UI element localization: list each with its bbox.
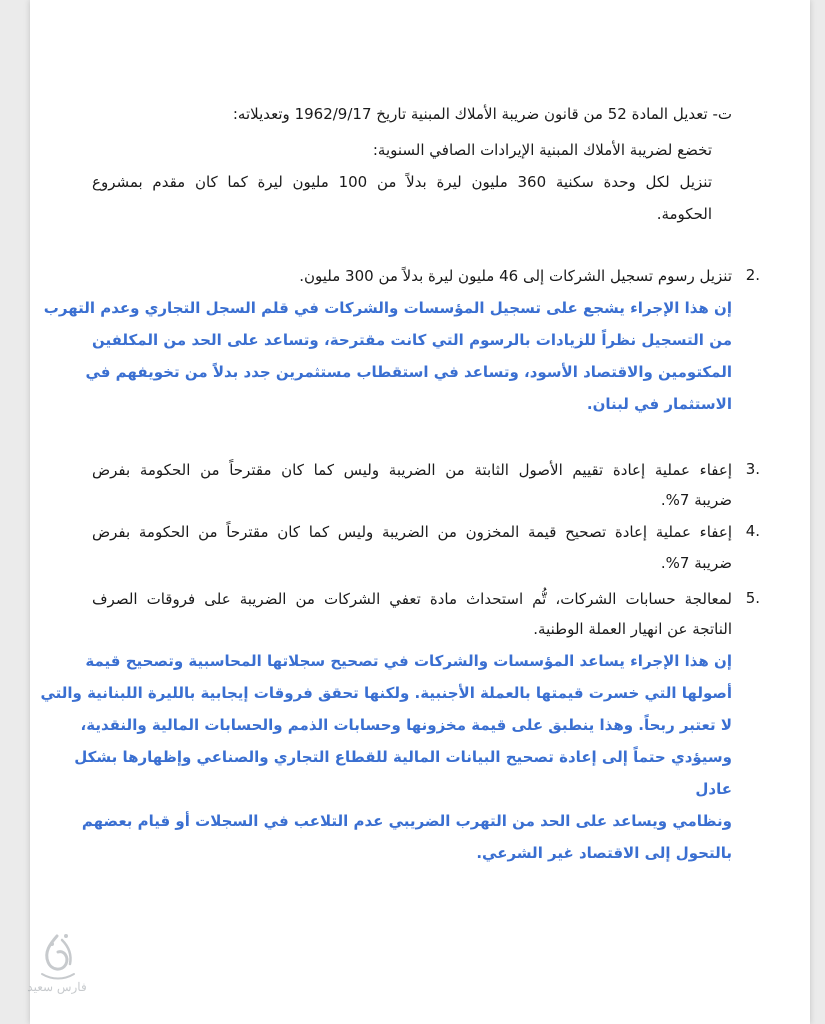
item-4-line-1: إعفاء عملية إعادة تصحيح قيمة المخزون من الضريبة وليس كما كان مقترحاً من الحكومة بفرض [92,523,732,541]
item-3-line-2: ضريبة 7%. [660,491,732,509]
item-5-comment-line-1: إن هذا الإجراء يساعد المؤسسات والشركات في تصحيح سجلاتها المحاسبية وتصحيح قيمة [85,652,732,670]
item-t-line-4: الحكومة. [656,205,712,223]
item-5-number: 5. [745,589,760,607]
item-5-comment-line-2: أصولها التي خسرت قيمتها بالعملة الأجنبية. ولكنها تحقق فروقات إيجابية بالليرة اللبنانية والتي [40,684,732,702]
item-3-line-1: إعفاء عملية إعادة تقييم الأصول الثابتة من الضريبة وليس كما كان مقترحاً من الحكومة بفرض [92,461,732,479]
document-page [30,0,810,1024]
item-4-number: 4. [745,522,760,540]
watermark [22,930,92,1010]
item-2-comment-line-2: من التسجيل نظراً للزيادات بالرسوم التي كانت مقترحة، وتساعد على الحد من المكلفين [92,331,732,349]
item-4-line-2: ضريبة 7%. [660,554,732,572]
item-t-line-3: تنزيل لكل وحدة سكنية 360 مليون ليرة بدلاً من 100 مليون ليرة كما كان مقدم بمشروع [92,173,713,191]
item-2-number: 2. [745,266,760,284]
item-2-comment-line-4: الاستثمار في لبنان. [586,395,732,413]
item-5-comment-line-6: ونظامي ويساعد على الحد من التهرب الضريبي عدم التلاعب في السجلات أو قيام بعضهم [81,812,732,830]
item-t-heading: ت- تعديل المادة 52 من قانون ضريبة الأملاك المبنية تاريخ 1962/9/17 وتعديلاته: [232,105,732,123]
item-2-comment-line-1: إن هذا الإجراء يشجع على تسجيل المؤسسات والشركات في قلم السجل التجاري وعدم التهرب [43,299,732,317]
item-5-comment-line-3: لا تعتبر ربحاً. وهذا ينطبق على قيمة مخزونها وحسابات الذمم والحسابات المالية والنقدية، [80,716,732,734]
item-5-comment-line-4: وسيؤدي حتماً إلى إعادة تصحيح البيانات المالية للقطاع التجاري والصناعي وإظهارها بشكل [74,748,732,766]
item-5-line-2: الناتجة عن انهيار العملة الوطنية. [533,620,732,638]
item-3-number: 3. [745,460,760,478]
item-5-comment-line-5: عادل [695,780,732,798]
calligraphy-logo-icon [22,930,92,985]
item-5-line-1: لمعالجة حسابات الشركات، تُّم استحداث مادة تعفي الشركات من الضريبة على فروقات الصرف [92,590,732,608]
watermark-text: فارس سعيد [27,980,87,994]
item-5-comment-line-7: بالتحول إلى الاقتصاد غير الشرعي. [476,844,732,862]
item-2 [299,266,732,286]
item-t-line-2: تخضع لضريبة الأملاك المبنية الإيرادات الصافي السنوية: [372,141,712,159]
item-2-comment-line-3: المكتومين والاقتصاد الأسود، وتساعد في استقطاب مستثمرين جدد بدلاً من تخويفهم في [85,363,732,381]
item-2-text: تنزيل رسوم تسجيل الشركات إلى 46 مليون ليرة بدلاً من 300 مليون. [299,267,732,285]
